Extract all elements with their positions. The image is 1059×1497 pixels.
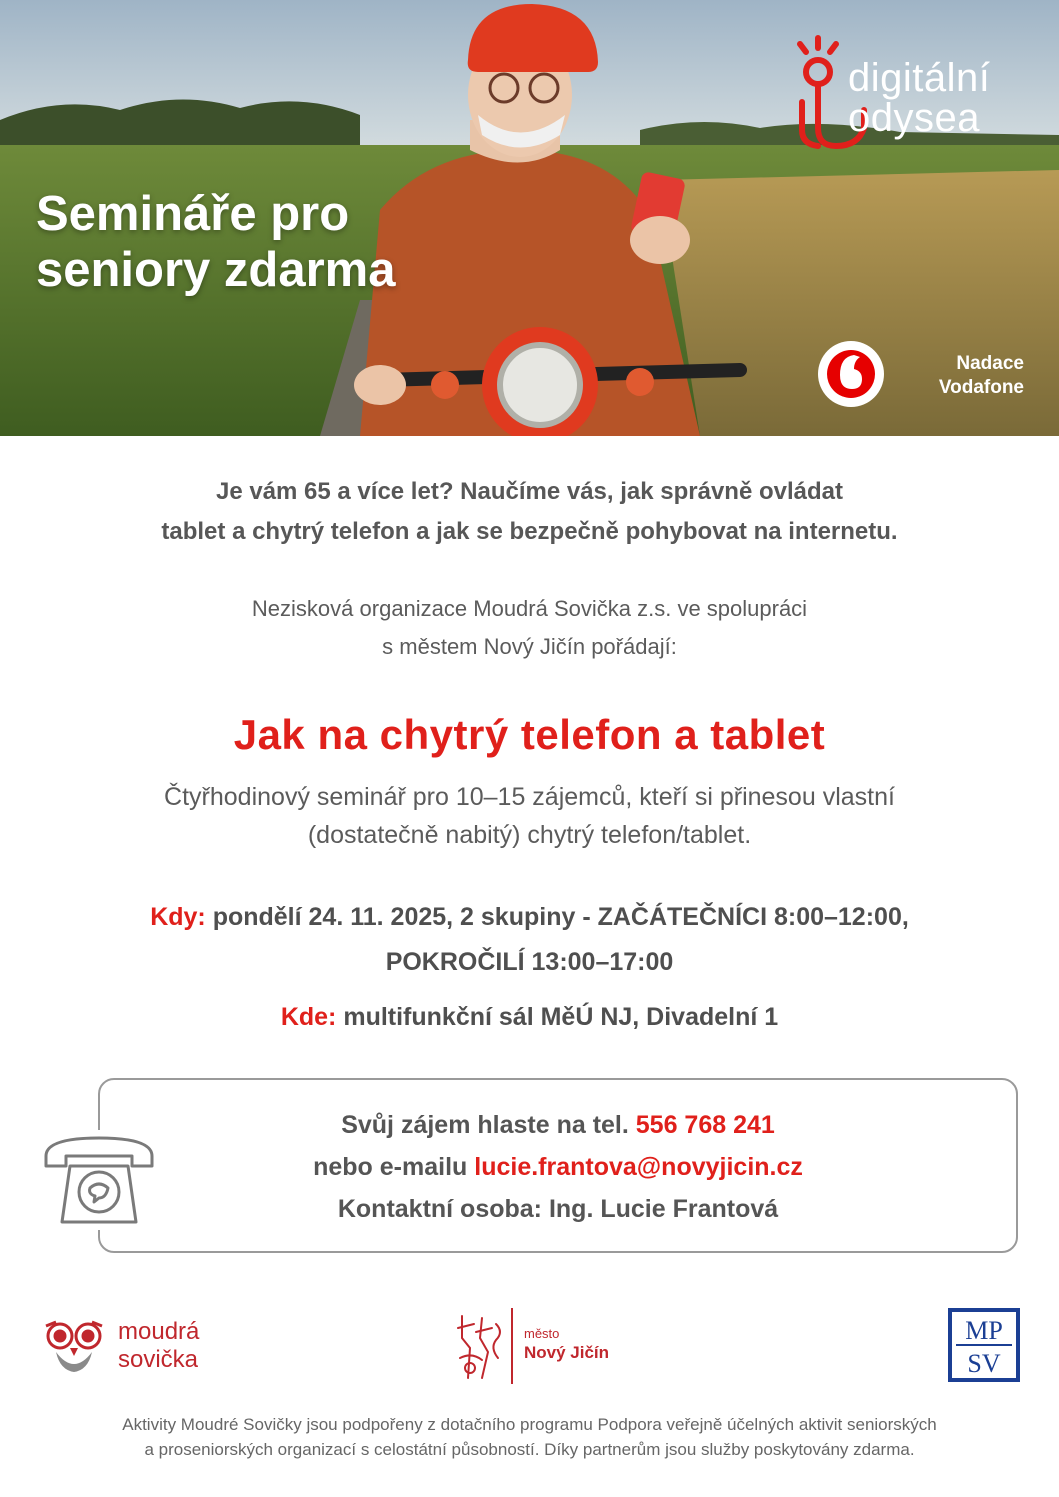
city-label: město [524, 1326, 560, 1341]
contact-phone-line [98, 1104, 1018, 1146]
when-line-2: POKROČILÍ 13:00–17:00 [385, 948, 674, 976]
email-prefix: nebo e-mailu [313, 1153, 475, 1181]
sponsor-line-2: Vodafone [938, 377, 1024, 398]
mpsv-logo-icon [948, 1308, 1020, 1382]
hero-title-line-1: Semináře pro [36, 187, 350, 241]
sponsor-line-1: Nadace [956, 353, 1024, 374]
novy-jicin-emblem-icon [452, 1308, 512, 1384]
moudra-sovicka-wordmark [118, 1318, 199, 1374]
where-label: Kde: [280, 1003, 337, 1031]
mpsv-top-text: MP [965, 1316, 1003, 1345]
novy-jicin-wordmark [524, 1326, 609, 1364]
intro-line-2: tablet a chytrý telefon a jak se bezpečně pohybovat na internetu. [161, 518, 898, 545]
city-name: Nový Jičín [524, 1343, 610, 1362]
owl-line-1: moudrá [118, 1318, 200, 1345]
brand-line-1: digitální [848, 56, 991, 100]
intro-text [0, 472, 1059, 552]
novy-jicin-divider [511, 1308, 513, 1384]
owl-logo-icon [42, 1314, 106, 1376]
vodafone-logo-icon [818, 341, 884, 407]
intro-line-1: Je vám 65 a více let? Naučíme vás, jak správně ovládat [215, 478, 844, 505]
schedule-when [0, 895, 1059, 985]
contact-details [98, 1104, 1018, 1230]
mpsv-bottom-text: SV [967, 1349, 1001, 1378]
phone-number-link[interactable]: 556 768 241 [635, 1111, 775, 1139]
footer-line-2: a proseniorských organizací s celostátní působností. Díky partnerům jsou služby poskytovány zdarma. [144, 1440, 915, 1459]
contact-person: Kontaktní osoba: Ing. Lucie Frantová [337, 1195, 779, 1223]
nadace-vodafone-label [900, 352, 1024, 400]
email-link[interactable]: lucie.frantova@novyjicin.cz [474, 1153, 803, 1181]
brand-line-2: odysea [848, 96, 980, 140]
when-label: Kdy: [150, 903, 206, 931]
footer-line-1: Aktivity Moudré Sovičky jsou podpořeny z dotačního programu Podpora veřejně účelných aktivit seniorských [122, 1415, 937, 1434]
hero-title [36, 186, 396, 298]
phone-prefix: Svůj zájem hlaste na tel. [341, 1111, 636, 1139]
digitalni-odysea-wordmark [848, 58, 990, 138]
organizer-line-2: s městem Nový Jičín pořádají: [382, 634, 677, 659]
organizer-text [0, 590, 1059, 666]
owl-line-2: sovička [118, 1346, 199, 1373]
seminar-title: Jak na chytrý telefon a tablet [233, 711, 826, 758]
when-value: pondělí 24. 11. 2025, 2 skupiny - ZAČÁTEČNÍCI 8:00–12:00, [205, 903, 909, 931]
hero-title-line-2: seniory zdarma [36, 243, 396, 297]
seminar-description-line-2: (dostatečně nabitý) chytrý telefon/tablet. [307, 821, 752, 849]
organizer-line-1: Nezisková organizace Moudrá Sovička z.s. ve spolupráci [251, 596, 808, 621]
when-line-1 [0, 895, 1059, 940]
seminar-description [0, 778, 1059, 854]
hero-banner [0, 0, 1059, 436]
contact-email-line [98, 1146, 1018, 1188]
where-value: multifunkční sál MěÚ NJ, Divadelní 1 [336, 1003, 779, 1031]
schedule-where [0, 995, 1059, 1040]
footer-note [0, 1412, 1059, 1462]
seminar-description-line-1: Čtyřhodinový seminář pro 10–15 zájemců, kteří si přinesou vlastní [164, 783, 895, 811]
